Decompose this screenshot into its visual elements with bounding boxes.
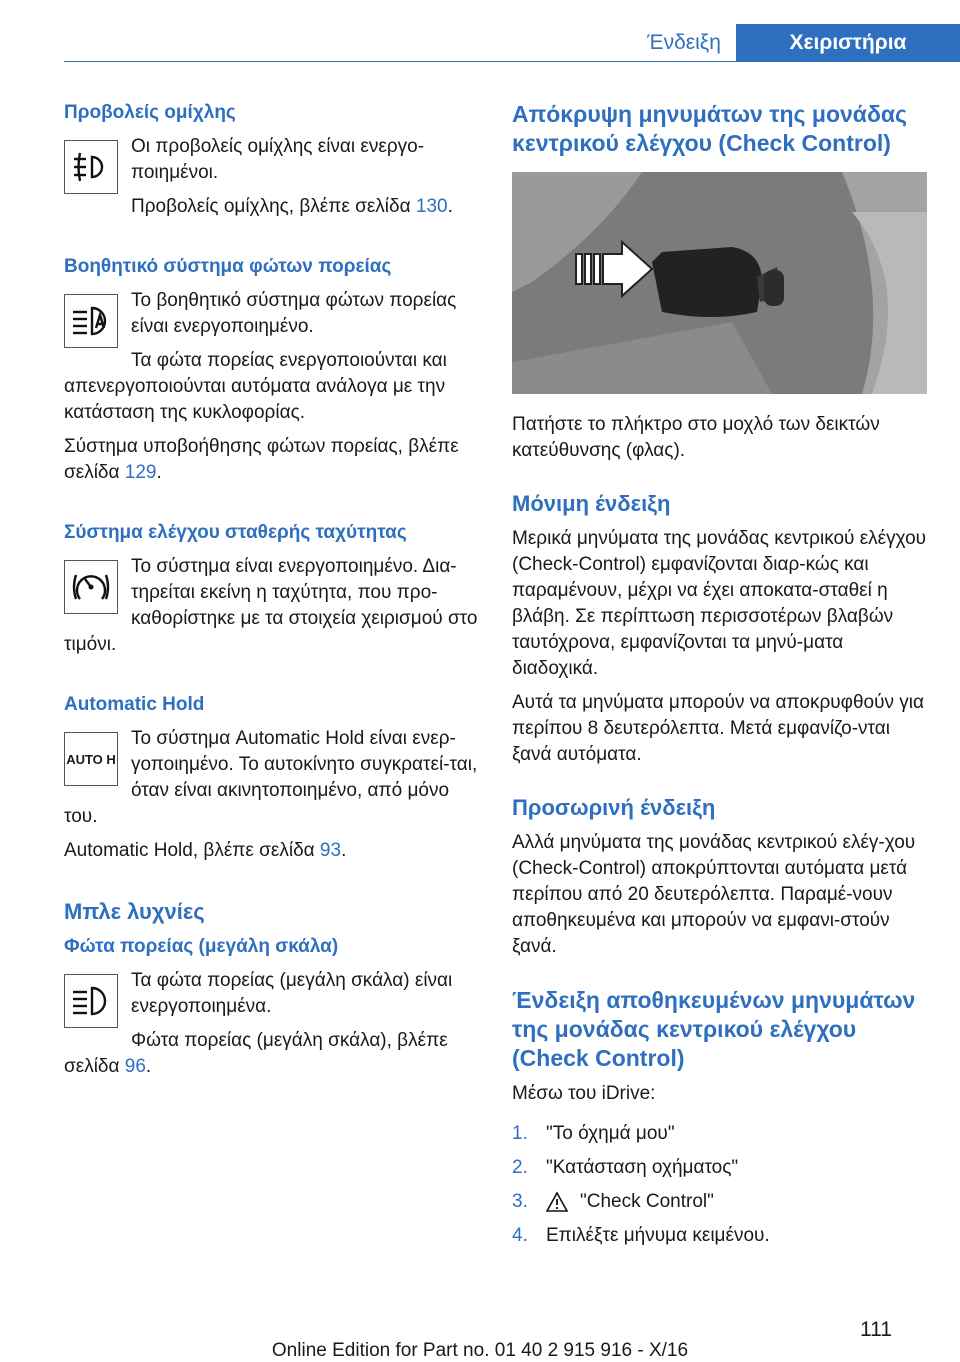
high-beam-text: Τα φώτα πορείας (μεγάλη σκάλα) είναι ενεργοποιημένα. bbox=[131, 970, 453, 1017]
assist-text: Το βοηθητικό σύστημα φώτων πορείας είναι ενεργοποιημένο. bbox=[131, 290, 457, 337]
list-item bbox=[512, 1155, 927, 1181]
hide-caption: Πατήστε το πλήκτρο στο μοχλό των δεικτών κατεύθυνσης (φλας). bbox=[512, 414, 880, 461]
stored-intro: Μέσω του iDrive: bbox=[512, 1083, 656, 1104]
stored-title: Ένδειξη αποθηκευμένων μηνυμάτων της μονάδας κεντρικού ελέγχου (Check Control) bbox=[512, 987, 916, 1071]
list-item bbox=[512, 1223, 927, 1249]
list-item bbox=[512, 1121, 927, 1147]
edition-note: Online Edition for Part no. 01 40 2 915 916 - X/16 bbox=[271, 1340, 689, 1361]
assist-section bbox=[64, 254, 479, 494]
step-number: 3. bbox=[512, 1191, 528, 1212]
auto-hold-icon bbox=[64, 732, 118, 786]
cruise-title: Σύστημα ελέγχου σταθερής ταχύτητας bbox=[64, 522, 407, 543]
auto-hold-icon-label: AUTO H bbox=[66, 751, 116, 767]
fog-ref-text: Προβολείς ομίχλης, βλέπε σελίδα bbox=[131, 196, 411, 217]
hold-text: Το σύστημα Automatic Hold είναι ενερ‐γοποιημένο. Το αυτοκίνητο συγκρατεί‐ται, όταν είναι ακινητοποιημένο, από μόνο του. bbox=[64, 728, 478, 827]
hold-ref-end: . bbox=[341, 840, 347, 861]
warning-triangle-icon bbox=[546, 1191, 568, 1213]
assist-title: Βοηθητικό σύστημα φώτων πορείας bbox=[64, 256, 392, 277]
turn-signal-lever-photo bbox=[512, 172, 927, 394]
fog-text: Οι προβολείς ομίχλης είναι ενεργο‐ποιημένοι. bbox=[131, 136, 425, 183]
fog-light-icon bbox=[64, 140, 118, 194]
cruise-control-icon bbox=[64, 560, 118, 614]
assist-reference bbox=[64, 434, 479, 486]
step-text[interactable]: "Κατάσταση οχήματος" bbox=[546, 1157, 739, 1178]
tab-index[interactable]: Ένδειξη bbox=[647, 31, 721, 54]
hold-reference bbox=[64, 838, 479, 864]
permanent-text-2: Αυτά τα μηνύματα μπορούν να αποκρυφθούν για περίπου 8 δευτερόλεπτα. Μετά εμφανίζο‐νται ξανά αυτόματα. bbox=[512, 692, 924, 765]
page-number: 111 bbox=[860, 1318, 892, 1341]
hold-ref-text: Automatic Hold, βλέπε σελίδα bbox=[64, 840, 315, 861]
cruise-text: Το σύστημα είναι ενεργοποιημένο. Δια‐τηρείται εκείνη η ταχύτητα, που προ‐καθορίστηκε με τα στοιχεία χειρισμού στο τιμόνι. bbox=[64, 556, 478, 655]
temporary-title: Προσωρινή ένδειξη bbox=[512, 795, 716, 820]
fog-title: Προβολείς ομίχλης bbox=[64, 102, 236, 123]
step-number: 2. bbox=[512, 1157, 528, 1178]
high-ref-text: Φώτα πορείας (μεγάλη σκάλα), βλέπε σελίδα bbox=[64, 1030, 448, 1077]
stored-steps bbox=[512, 1121, 927, 1249]
step-text[interactable]: "Το όχημά μου" bbox=[546, 1123, 675, 1144]
step-text[interactable]: "Check Control" bbox=[580, 1191, 714, 1212]
fog-ref-end: . bbox=[447, 196, 453, 217]
cruise-section bbox=[64, 520, 479, 666]
fog-page-link[interactable]: 130 bbox=[415, 196, 448, 217]
blue-lamps-title: Μπλε λυχνίες bbox=[64, 899, 205, 924]
hold-title: Automatic Hold bbox=[64, 694, 205, 715]
tab-controls[interactable]: Χειριστήρια bbox=[736, 24, 960, 62]
assist-text-2: Τα φώτα πορείας ενεργοποιούνται και απενεργοποιούνται αυτόματα ανάλογα με την κατάσταση της κυκλοφορίας. bbox=[64, 350, 447, 423]
permanent-title: Μόνιμη ένδειξη bbox=[512, 491, 671, 516]
list-item bbox=[512, 1189, 927, 1215]
fog-reference bbox=[64, 194, 479, 220]
lever-illustration bbox=[512, 172, 927, 394]
hide-title: Απόκρυψη μηνυμάτων της μονάδας κεντρικού ελέγχου (Check Control) bbox=[512, 101, 907, 156]
high-beam-icon bbox=[64, 974, 118, 1028]
high-beam-assist-icon bbox=[64, 294, 118, 348]
high-beam-reference bbox=[64, 1028, 479, 1080]
permanent-text: Μερικά μηνύματα της μονάδας κεντρικού ελέγχου (Check-Control) εμφανίζονται διαρ‐κώς και παραμένουν, μέχρι να έχει αποκατα‐σταθεί η βλάβη. Σε περίπτωση περισσοτέρων βλαβών ταυτόχρονα, εμφανίζονται τα μηνύ‐ματα διαδοχικά. bbox=[512, 528, 927, 679]
left-column bbox=[64, 100, 479, 1114]
assist-ref-text: Σύστημα υποβοήθησης φώτων πορείας, βλέπε σελίδα bbox=[64, 436, 459, 483]
page-header bbox=[0, 0, 960, 62]
hold-section bbox=[64, 692, 479, 872]
right-column bbox=[512, 100, 927, 1257]
high-ref-end: . bbox=[145, 1056, 152, 1077]
assist-page-link[interactable]: 129 bbox=[124, 462, 157, 483]
fog-section bbox=[64, 100, 479, 228]
hold-page-link[interactable]: 93 bbox=[319, 840, 342, 861]
assist-ref-end: . bbox=[156, 462, 162, 483]
high-beam-title: Φώτα πορείας (μεγάλη σκάλα) bbox=[64, 936, 339, 957]
step-text[interactable]: Επιλέξτε μήνυμα κειμένου. bbox=[546, 1225, 770, 1246]
step-number: 1. bbox=[512, 1123, 528, 1144]
step-number: 4. bbox=[512, 1225, 528, 1246]
high-beam-section bbox=[64, 934, 479, 1088]
temporary-text: Αλλά μηνύματα της μονάδας κεντρικού ελέγ‐χου (Check-Control) αποκρύπτονται αυτόματα μετά περίπου από 20 δευτερόλεπτα. Παραμέ‐νουν αποθηκευμένα και μπορούν να εμφανι‐στούν ξανά. bbox=[512, 832, 916, 957]
high-page-link[interactable]: 96 bbox=[124, 1056, 146, 1077]
